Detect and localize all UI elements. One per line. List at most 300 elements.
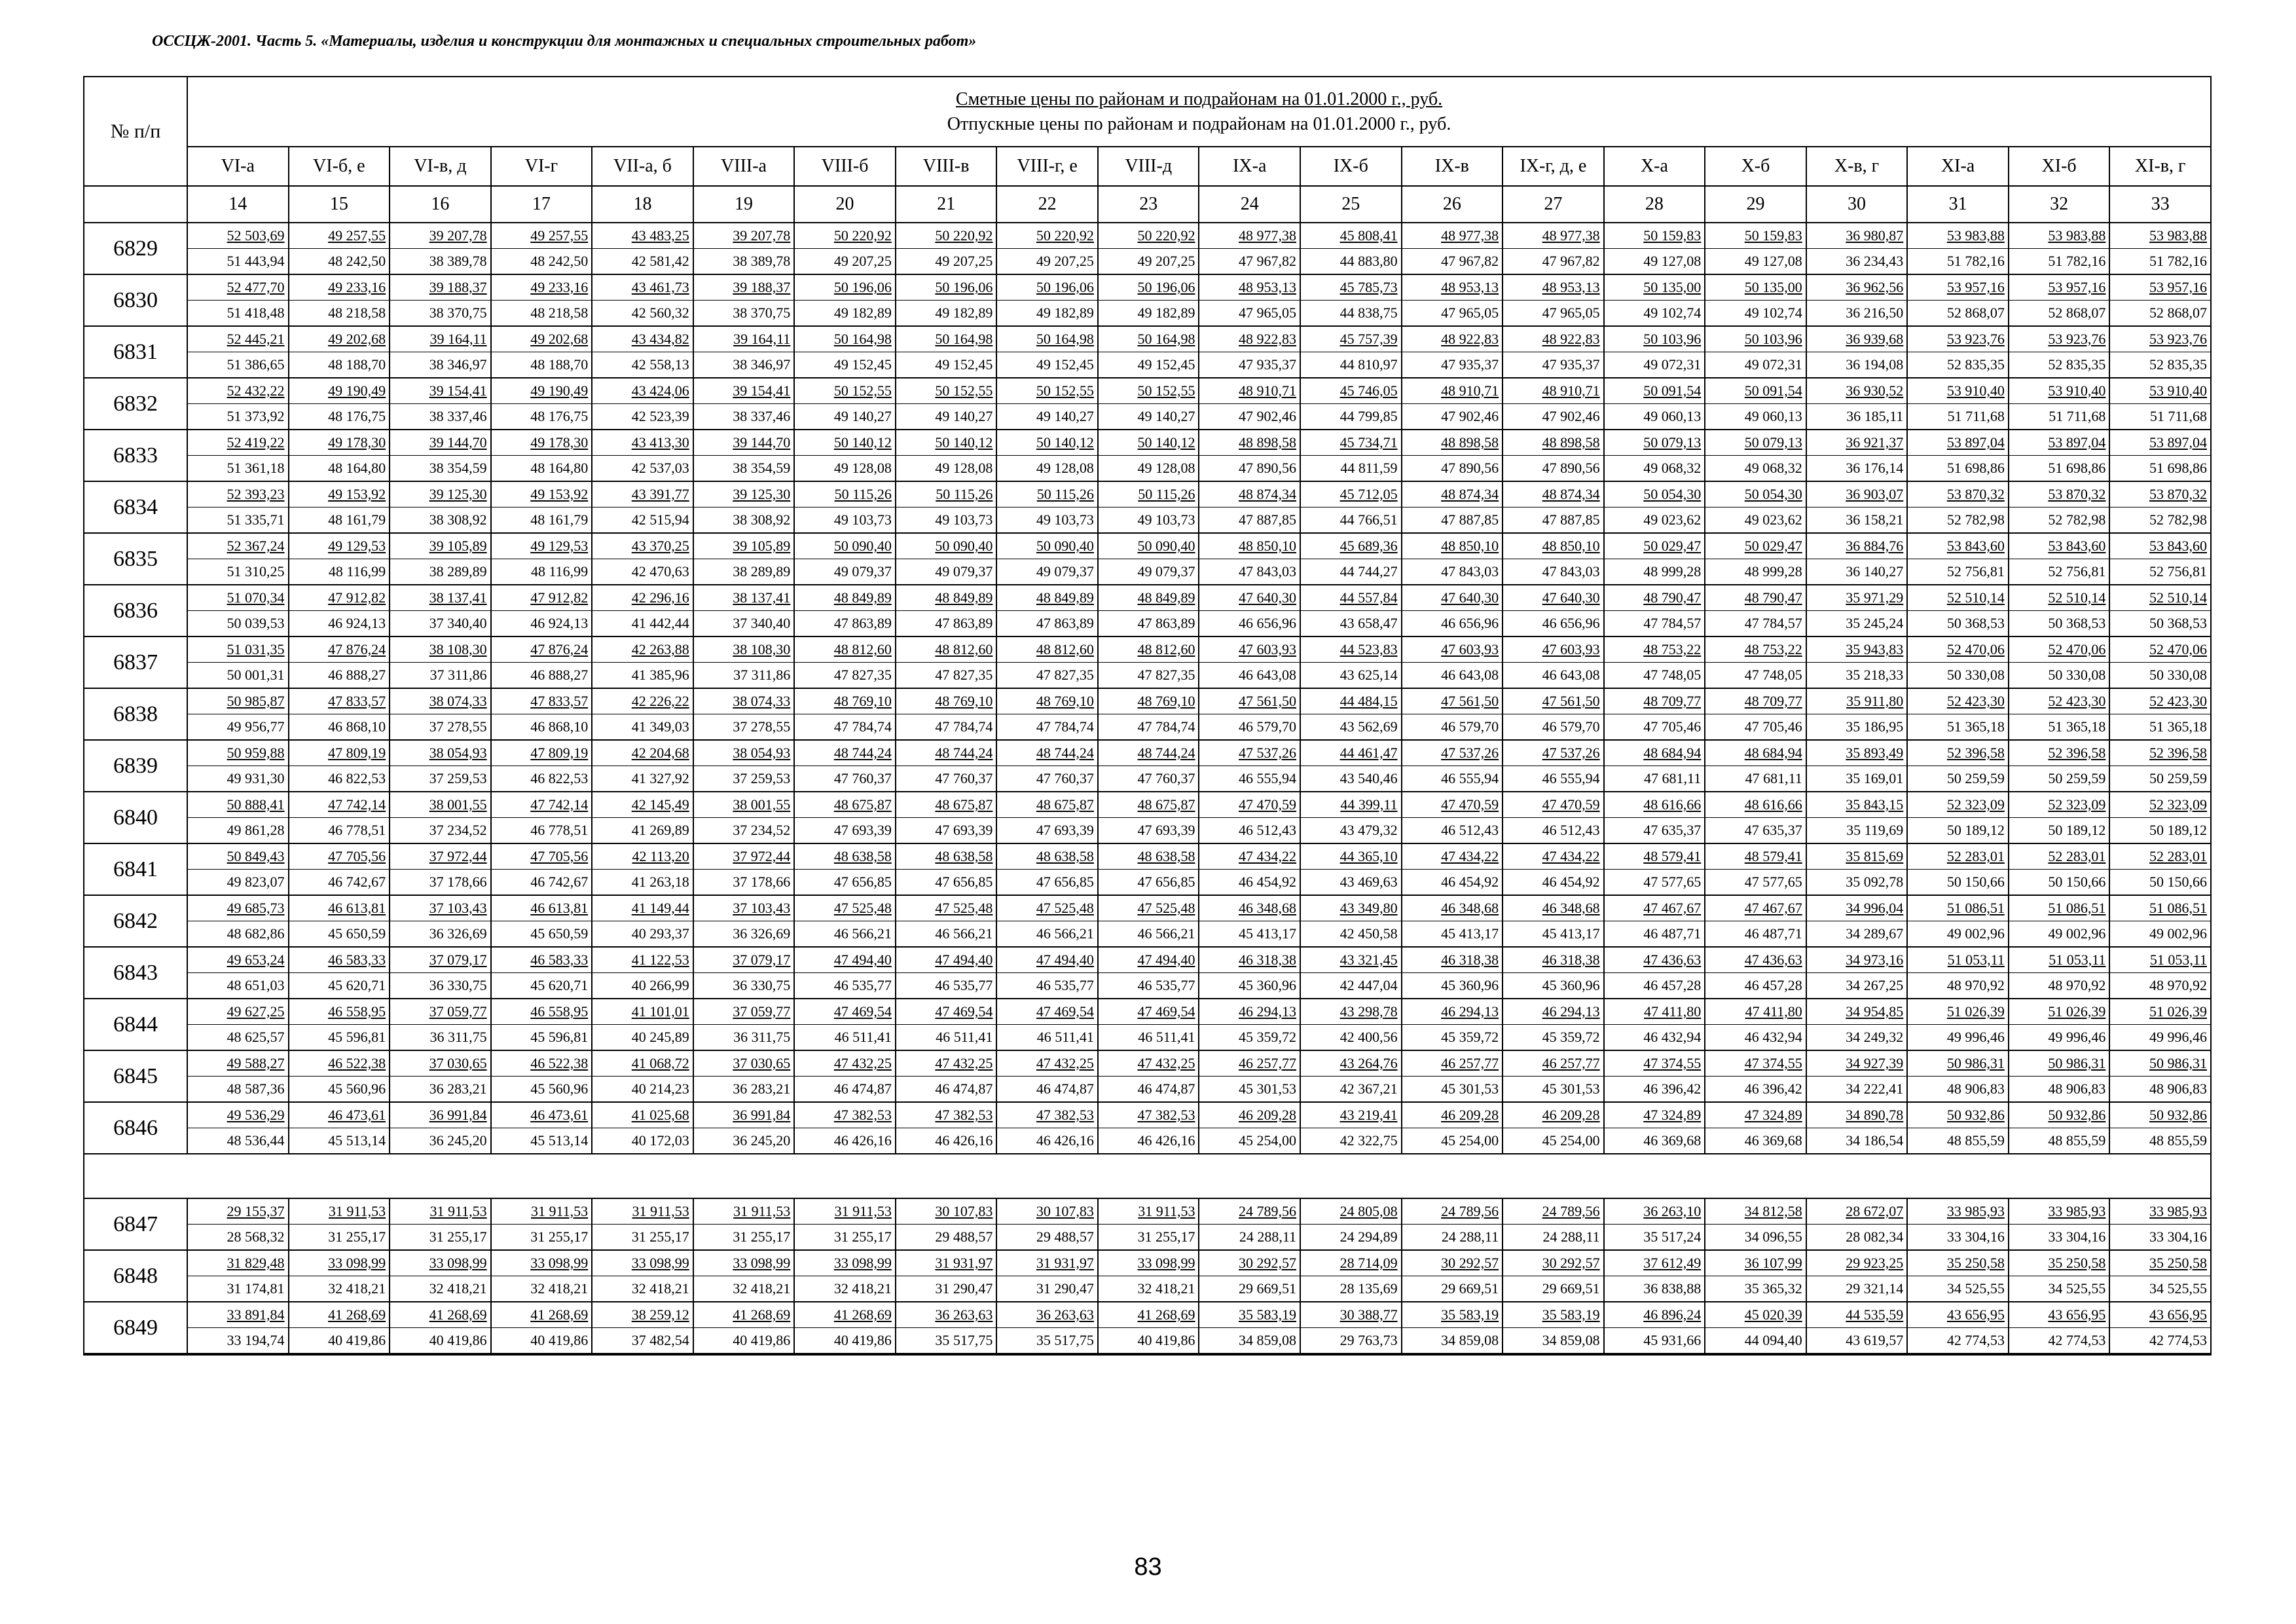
- estimate-price: 52 423,30: [2149, 693, 2208, 709]
- price-cell: [491, 895, 592, 947]
- estimate-price: 53 983,88: [2048, 227, 2106, 244]
- wholesale-price: 24 288,11: [1199, 1224, 1300, 1249]
- price-cell: [187, 1302, 289, 1354]
- column-name: XI-б: [2009, 147, 2110, 186]
- price-cell: [1604, 999, 1705, 1050]
- wholesale-price: 45 360,96: [1503, 972, 1603, 998]
- estimate-price: 39 154,41: [429, 382, 487, 399]
- price-table: [83, 76, 2212, 1356]
- price-cell: [1098, 1102, 1199, 1154]
- wholesale-price: 47 635,37: [1705, 817, 1806, 843]
- price-cell: [289, 740, 390, 792]
- wholesale-price: 49 207,25: [1099, 248, 1199, 274]
- wholesale-price: 46 426,16: [795, 1128, 895, 1153]
- wholesale-price: 46 742,67: [289, 869, 390, 895]
- wholesale-price: 47 890,56: [1503, 455, 1603, 481]
- estimate-price: 47 742,14: [530, 796, 589, 813]
- price-cell: [1705, 274, 1806, 326]
- price-cell: [592, 688, 693, 740]
- wholesale-price: 43 562,69: [1301, 714, 1401, 739]
- wholesale-price: 31 255,17: [1099, 1224, 1199, 1249]
- estimate-price: 46 558,95: [530, 1003, 589, 1020]
- wholesale-price: 48 176,75: [289, 403, 390, 429]
- wholesale-price: 48 855,59: [2009, 1128, 2109, 1153]
- price-cell: [1300, 740, 1402, 792]
- wholesale-price: 44 799,85: [1301, 403, 1401, 429]
- wholesale-price: 51 386,65: [188, 352, 288, 377]
- estimate-price: 53 910,40: [2149, 382, 2208, 399]
- price-cell: [491, 274, 592, 326]
- estimate-price: 53 843,60: [1946, 538, 2005, 554]
- wholesale-price: 49 128,08: [795, 455, 895, 481]
- column-name: VI-г: [491, 147, 592, 186]
- estimate-price: 48 977,38: [1441, 227, 1499, 244]
- price-cell: [592, 1250, 693, 1302]
- estimate-price: 36 930,52: [1846, 382, 1904, 399]
- estimate-price: 50 079,13: [1744, 434, 1802, 451]
- wholesale-price: 47 890,56: [1199, 455, 1300, 481]
- price-cell: [390, 637, 491, 688]
- wholesale-price: 46 432,94: [1605, 1024, 1705, 1050]
- wholesale-price: 47 784,57: [1605, 610, 1705, 636]
- estimate-price: 42 204,68: [631, 745, 689, 761]
- price-cell: [1199, 1198, 1300, 1250]
- price-cell: [1199, 895, 1300, 947]
- price-cell: [2109, 274, 2211, 326]
- estimate-price: 52 283,01: [2048, 848, 2106, 864]
- price-cell: [1705, 1050, 1806, 1102]
- estimate-price: 48 675,87: [1036, 796, 1094, 813]
- wholesale-price: 28 135,69: [1301, 1276, 1401, 1301]
- estimate-price: 52 323,09: [2149, 796, 2208, 813]
- wholesale-price: 32 418,21: [492, 1276, 592, 1301]
- wholesale-price: 45 360,96: [1199, 972, 1300, 998]
- price-cell: [794, 481, 896, 533]
- price-cell: [1806, 585, 1908, 637]
- price-cell: [794, 430, 896, 481]
- estimate-price: 48 744,24: [833, 745, 892, 761]
- wholesale-price: 48 999,28: [1705, 559, 1806, 584]
- wholesale-price: 46 868,10: [492, 714, 592, 739]
- estimate-price: 34 996,04: [1846, 900, 1904, 916]
- wholesale-price: 43 540,46: [1301, 766, 1401, 791]
- price-cell: [693, 843, 795, 895]
- wholesale-price: 50 368,53: [2110, 610, 2210, 636]
- estimate-price: 48 616,66: [1744, 796, 1802, 813]
- price-cell: [1300, 895, 1402, 947]
- estimate-price: 47 432,25: [1036, 1055, 1094, 1071]
- price-cell: [1705, 895, 1806, 947]
- estimate-price: 49 588,27: [227, 1055, 285, 1071]
- price-cell: [1199, 792, 1300, 843]
- table-row: [84, 895, 2211, 947]
- estimate-price: 39 164,11: [733, 331, 791, 347]
- wholesale-price: 47 935,37: [1402, 352, 1503, 377]
- estimate-price: 47 411,80: [1644, 1003, 1702, 1020]
- row-number: 6842: [84, 895, 187, 947]
- estimate-price: 46 558,95: [328, 1003, 386, 1020]
- wholesale-price: 47 656,85: [795, 869, 895, 895]
- estimate-price: 47 537,26: [1239, 745, 1297, 761]
- estimate-price: 41 268,69: [733, 1306, 791, 1323]
- row-number: 6831: [84, 326, 187, 378]
- estimate-price: 37 059,77: [733, 1003, 791, 1020]
- wholesale-price: 47 863,89: [795, 610, 895, 636]
- wholesale-price: 51 365,18: [2009, 714, 2109, 739]
- wholesale-price: 44 094,40: [1705, 1327, 1806, 1353]
- column-number: 25: [1300, 186, 1402, 223]
- estimate-price: 35 911,80: [1846, 693, 1904, 709]
- wholesale-price: 31 255,17: [592, 1224, 693, 1249]
- estimate-price: 50 115,26: [936, 486, 993, 502]
- wholesale-price: 45 620,71: [492, 972, 592, 998]
- wholesale-price: 46 566,21: [896, 921, 996, 946]
- estimate-price: 31 911,53: [834, 1203, 892, 1219]
- price-cell: [896, 585, 997, 637]
- wholesale-price: 47 760,37: [896, 766, 996, 791]
- table-row: [84, 740, 2211, 792]
- price-cell: [289, 1102, 390, 1154]
- column-number: 28: [1604, 186, 1705, 223]
- estimate-price: 33 098,99: [1137, 1255, 1195, 1271]
- price-cell: [1806, 740, 1908, 792]
- wholesale-price: 47 902,46: [1199, 403, 1300, 429]
- wholesale-price: 45 254,00: [1402, 1128, 1503, 1153]
- price-cell: [896, 947, 997, 999]
- estimate-price: 50 932,86: [2048, 1107, 2106, 1123]
- price-cell: [1199, 1250, 1300, 1302]
- estimate-price: 39 105,89: [429, 538, 487, 554]
- wholesale-price: 37 178,66: [694, 869, 794, 895]
- price-cell: [1300, 1050, 1402, 1102]
- estimate-price: 50 220,92: [935, 227, 993, 244]
- wholesale-price: 47 843,03: [1503, 559, 1603, 584]
- price-cell: [1705, 792, 1806, 843]
- wholesale-price: 46 512,43: [1402, 817, 1503, 843]
- wholesale-price: 49 103,73: [795, 507, 895, 532]
- column-name: VI-а: [187, 147, 289, 186]
- price-cell: [1098, 895, 1199, 947]
- estimate-price: 48 579,41: [1744, 848, 1802, 864]
- estimate-price: 52 503,69: [227, 227, 285, 244]
- price-cell: [390, 843, 491, 895]
- price-cell: [187, 1250, 289, 1302]
- estimate-price: 50 985,87: [227, 693, 285, 709]
- wholesale-price: 38 346,97: [390, 352, 490, 377]
- wholesale-price: 47 693,39: [1099, 817, 1199, 843]
- estimate-price: 52 432,22: [227, 382, 285, 399]
- wholesale-price: 50 189,12: [2110, 817, 2210, 843]
- wholesale-price: 38 337,46: [694, 403, 794, 429]
- wholesale-price: 31 255,17: [289, 1224, 390, 1249]
- estimate-price: 52 510,14: [2149, 589, 2208, 606]
- price-cell: [693, 481, 795, 533]
- estimate-price: 48 709,77: [1643, 693, 1702, 709]
- price-cell: [592, 947, 693, 999]
- price-cell: [896, 740, 997, 792]
- estimate-price: 50 029,47: [1744, 538, 1802, 554]
- wholesale-price: 31 290,47: [896, 1276, 996, 1301]
- wholesale-price: 47 843,03: [1199, 559, 1300, 584]
- estimate-price: 48 790,47: [1643, 589, 1702, 606]
- estimate-price: 41 268,69: [328, 1306, 386, 1323]
- price-cell: [1705, 481, 1806, 533]
- estimate-price: 49 257,55: [328, 227, 386, 244]
- wholesale-price: 49 102,74: [1605, 300, 1705, 325]
- wholesale-price: 37 234,52: [390, 817, 490, 843]
- estimate-price: 47 382,53: [1036, 1107, 1094, 1123]
- price-cell: [1402, 430, 1503, 481]
- price-cell: [289, 947, 390, 999]
- wholesale-price: 49 023,62: [1605, 507, 1705, 532]
- estimate-price: 45 808,41: [1339, 227, 1398, 244]
- row-number: 6836: [84, 585, 187, 637]
- estimate-price: 41 101,01: [631, 1003, 689, 1020]
- price-cell: [2109, 740, 2211, 792]
- estimate-price: 47 434,22: [1542, 848, 1600, 864]
- wholesale-price: 50 189,12: [1908, 817, 2008, 843]
- wholesale-price: 49 140,27: [1099, 403, 1199, 429]
- price-cell: [693, 895, 795, 947]
- wholesale-price: 46 868,10: [289, 714, 390, 739]
- wholesale-price: 47 656,85: [997, 869, 1097, 895]
- wholesale-price: 38 370,75: [694, 300, 794, 325]
- estimate-price: 50 159,83: [1643, 227, 1702, 244]
- wholesale-price: 34 267,25: [1807, 972, 1907, 998]
- wholesale-price: 50 259,59: [2110, 766, 2210, 791]
- price-cell: [996, 274, 1098, 326]
- wholesale-price: 47 577,65: [1605, 869, 1705, 895]
- wholesale-price: 45 301,53: [1402, 1076, 1503, 1101]
- price-cell: [1806, 843, 1908, 895]
- wholesale-price: 47 902,46: [1503, 403, 1603, 429]
- row-number: 6837: [84, 637, 187, 688]
- wholesale-price: 42 322,75: [1301, 1128, 1401, 1153]
- row-number: 6848: [84, 1250, 187, 1302]
- estimate-price: 44 365,10: [1339, 848, 1398, 864]
- price-cell: [390, 1250, 491, 1302]
- table-row: [84, 430, 2211, 481]
- wholesale-price: 35 245,24: [1807, 610, 1907, 636]
- estimate-price: 47 705,56: [530, 848, 589, 864]
- price-cell: [896, 1050, 997, 1102]
- wholesale-price: 45 596,81: [492, 1024, 592, 1050]
- price-cell: [996, 1198, 1098, 1250]
- estimate-price: 41 268,69: [530, 1306, 589, 1323]
- column-number: 14: [187, 186, 289, 223]
- estimate-price: 47 876,24: [530, 641, 589, 657]
- wholesale-price: 46 555,94: [1199, 766, 1300, 791]
- price-cell: [1705, 533, 1806, 585]
- wholesale-price: 35 517,75: [896, 1327, 996, 1353]
- price-cell: [1300, 585, 1402, 637]
- wholesale-price: 52 756,81: [2009, 559, 2109, 584]
- estimate-price: 35 250,58: [1946, 1255, 2005, 1271]
- price-cell: [187, 430, 289, 481]
- price-cell: [996, 637, 1098, 688]
- price-cell: [1705, 430, 1806, 481]
- wholesale-price: 49 140,27: [896, 403, 996, 429]
- wholesale-price: 24 288,11: [1503, 1224, 1603, 1249]
- estimate-price: 38 108,30: [429, 641, 487, 657]
- price-cell: [1098, 1198, 1199, 1250]
- wholesale-price: 48 116,99: [289, 559, 390, 584]
- wholesale-price: 41 349,03: [592, 714, 693, 739]
- wholesale-price: 36 311,75: [390, 1024, 490, 1050]
- wholesale-price: 49 182,89: [896, 300, 996, 325]
- estimate-price: 51 026,39: [2048, 1003, 2106, 1020]
- wholesale-price: 36 283,21: [694, 1076, 794, 1101]
- price-cell: [896, 843, 997, 895]
- estimate-price: 39 188,37: [733, 279, 791, 295]
- wholesale-price: 48 218,58: [492, 300, 592, 325]
- wholesale-price: 48 116,99: [492, 559, 592, 584]
- wholesale-price: 50 189,12: [2009, 817, 2109, 843]
- price-cell: [1503, 481, 1604, 533]
- column-name: VIII-а: [693, 147, 795, 186]
- estimate-price: 36 991,84: [733, 1107, 791, 1123]
- estimate-price: 33 098,99: [429, 1255, 487, 1271]
- price-cell: [1705, 740, 1806, 792]
- price-cell: [2109, 1102, 2211, 1154]
- estimate-price: 47 470,59: [1239, 796, 1297, 813]
- wholesale-price: 52 756,81: [2110, 559, 2210, 584]
- row-number: 6840: [84, 792, 187, 843]
- price-cell: [794, 895, 896, 947]
- estimate-price: 50 135,00: [1744, 279, 1802, 295]
- estimate-price: 46 583,33: [328, 951, 386, 968]
- price-cell: [1907, 223, 2009, 274]
- price-cell: [896, 533, 997, 585]
- price-cell: [1705, 585, 1806, 637]
- estimate-price: 52 396,58: [2048, 745, 2106, 761]
- wholesale-price: 49 140,27: [795, 403, 895, 429]
- price-cell: [794, 326, 896, 378]
- estimate-price: 30 292,57: [1542, 1255, 1600, 1271]
- price-cell: [1300, 533, 1402, 585]
- wholesale-price: 45 513,14: [289, 1128, 390, 1153]
- estimate-price: 44 484,15: [1339, 693, 1398, 709]
- price-cell: [996, 843, 1098, 895]
- wholesale-price: 44 810,97: [1301, 352, 1401, 377]
- price-cell: [2009, 947, 2110, 999]
- estimate-price: 52 396,58: [2149, 745, 2208, 761]
- estimate-price: 43 219,41: [1339, 1107, 1398, 1123]
- price-cell: [693, 637, 795, 688]
- column-number: 32: [2009, 186, 2110, 223]
- estimate-price: 39 125,30: [429, 486, 487, 502]
- estimate-price: 46 294,13: [1542, 1003, 1600, 1020]
- price-cell: [896, 1102, 997, 1154]
- price-cell: [1300, 430, 1402, 481]
- price-cell: [2009, 1102, 2110, 1154]
- wholesale-price: 36 283,21: [390, 1076, 490, 1101]
- wholesale-price: 50 330,08: [1908, 662, 2008, 688]
- price-cell: [491, 430, 592, 481]
- wholesale-price: 42 558,13: [592, 352, 693, 377]
- price-cell: [491, 585, 592, 637]
- price-cell: [2009, 895, 2110, 947]
- wholesale-price: 49 956,77: [188, 714, 288, 739]
- estimate-price: 36 980,87: [1846, 227, 1904, 244]
- wholesale-price: 42 450,58: [1301, 921, 1401, 946]
- wholesale-price: 46 822,53: [492, 766, 592, 791]
- wholesale-price: 34 249,32: [1807, 1024, 1907, 1050]
- estimate-price: 35 583,19: [1441, 1306, 1499, 1323]
- column-name: VIII-б: [794, 147, 896, 186]
- price-cell: [1806, 1250, 1908, 1302]
- estimate-price: 30 292,57: [1239, 1255, 1297, 1271]
- price-cell: [996, 947, 1098, 999]
- wholesale-price: 49 079,37: [1099, 559, 1199, 584]
- estimate-price: 47 467,67: [1744, 900, 1802, 916]
- price-cell: [1705, 999, 1806, 1050]
- wholesale-price: 46 579,70: [1199, 714, 1300, 739]
- wholesale-price: 42 515,94: [592, 507, 693, 532]
- estimate-price: 37 059,77: [429, 1003, 487, 1020]
- estimate-price: 46 294,13: [1239, 1003, 1297, 1020]
- price-cell: [1806, 895, 1908, 947]
- column-number: 15: [289, 186, 390, 223]
- estimate-price: 49 129,53: [530, 538, 589, 554]
- price-cell: [1604, 378, 1705, 430]
- wholesale-price: 33 304,16: [1908, 1224, 2008, 1249]
- estimate-price: 47 374,55: [1744, 1055, 1802, 1071]
- price-cell: [491, 637, 592, 688]
- price-cell: [187, 223, 289, 274]
- estimate-price: 48 769,10: [1137, 693, 1195, 709]
- price-cell: [187, 1102, 289, 1154]
- estimate-price: 48 579,41: [1643, 848, 1702, 864]
- wholesale-price: 41 327,92: [592, 766, 693, 791]
- estimate-price: 51 086,51: [2048, 900, 2106, 916]
- estimate-price: 38 074,33: [733, 693, 791, 709]
- estimate-price: 52 323,09: [2048, 796, 2106, 813]
- wholesale-price: 46 566,21: [1099, 921, 1199, 946]
- price-cell: [1402, 274, 1503, 326]
- price-cell: [896, 688, 997, 740]
- estimate-price: 43 483,25: [631, 227, 689, 244]
- price-cell: [289, 430, 390, 481]
- row-number: 6833: [84, 430, 187, 481]
- estimate-price: 50 079,13: [1643, 434, 1702, 451]
- wholesale-price: 34 525,55: [1908, 1276, 2008, 1301]
- row-number: 6830: [84, 274, 187, 326]
- price-cell: [1300, 1302, 1402, 1354]
- price-cell: [1705, 223, 1806, 274]
- price-cell: [1503, 378, 1604, 430]
- price-cell: [693, 1302, 795, 1354]
- wholesale-price: 46 426,16: [896, 1128, 996, 1153]
- estimate-price: 41 149,44: [631, 900, 689, 916]
- column-number: 16: [390, 186, 491, 223]
- estimate-price: 33 098,99: [833, 1255, 892, 1271]
- estimate-price: 51 053,11: [2049, 951, 2106, 968]
- price-cell: [390, 1102, 491, 1154]
- wholesale-price: 48 999,28: [1605, 559, 1705, 584]
- estimate-price: 50 115,26: [834, 486, 892, 502]
- price-cell: [187, 895, 289, 947]
- price-cell: [187, 585, 289, 637]
- table-row: [84, 481, 2211, 533]
- wholesale-price: 46 924,13: [492, 610, 592, 636]
- estimate-price: 50 220,92: [1137, 227, 1195, 244]
- estimate-price: 47 470,59: [1542, 796, 1600, 813]
- estimate-price: 41 068,72: [631, 1055, 689, 1071]
- price-cell: [1098, 637, 1199, 688]
- estimate-price: 44 557,84: [1339, 589, 1398, 606]
- price-cell: [1806, 481, 1908, 533]
